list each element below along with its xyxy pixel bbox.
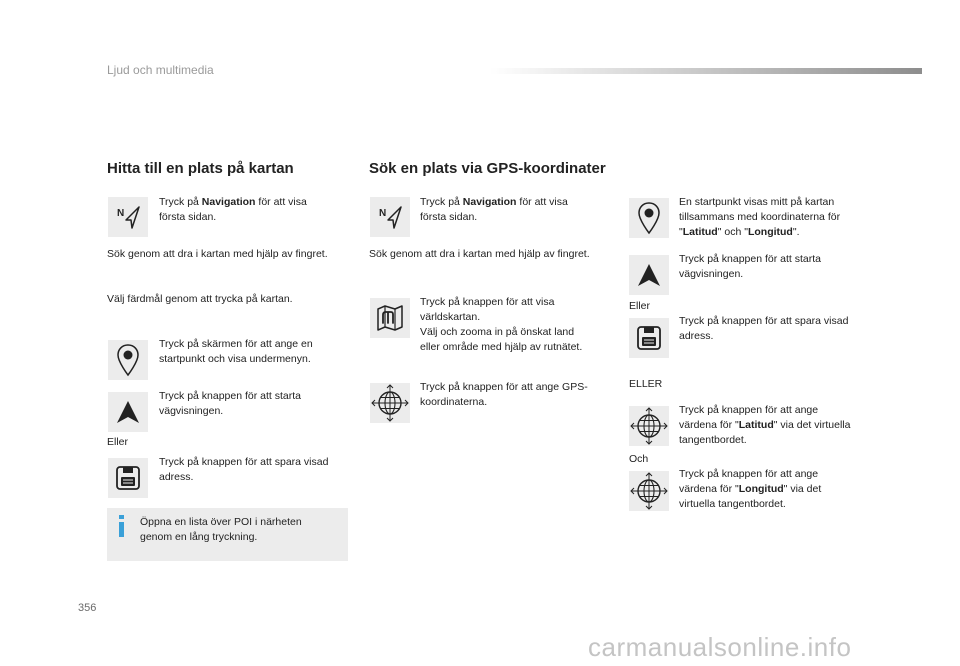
info-icon	[116, 514, 130, 543]
navigation-icon	[370, 197, 410, 237]
save-icon	[108, 458, 148, 498]
left-nav-text: Tryck på Navigation för att visa första sidan.	[159, 196, 307, 223]
right-och-label: Och	[629, 453, 649, 465]
map-pin-icon	[629, 198, 669, 238]
page-number: 356	[78, 602, 97, 614]
right-eller-caps-label: ELLER	[629, 378, 663, 390]
right-longitude-text: Tryck på knappen för att ange värdena för "Longitud" via det virtuella tangentbordet.	[679, 468, 822, 510]
globe-grid-icon	[370, 383, 410, 423]
right-start-text: En startpunkt visas mitt på kartan tillsammans med koordinaterna för "Latitud" och "Longitud".	[679, 196, 841, 238]
right-latitude-text: Tryck på knappen för att ange värdena för "Latitud" via det virtuella tangentbordet.	[679, 404, 851, 446]
longitude-grid-icon	[629, 471, 669, 511]
svg-text:N: N	[379, 208, 387, 219]
left-press-text: Tryck på skärmen för att ange en startpunkt och visa undermenyn.	[159, 338, 313, 365]
header-bar	[490, 68, 922, 74]
right-eller-label: Eller	[629, 300, 651, 312]
info-text: Öppna en lista över POI i närheten genom en lång tryckning.	[140, 516, 302, 543]
left-drag-text: Sök genom att dra i kartan med hjälp av fingret.	[107, 248, 328, 260]
start-navigation-icon	[108, 392, 148, 432]
section-label: Ljud och multimedia	[107, 63, 214, 77]
start-navigation-icon	[629, 255, 669, 295]
navigation-icon	[108, 197, 148, 237]
right-save-text: Tryck på knappen för att spara visad adress.	[679, 315, 849, 342]
watermark: carmanualsonline.info	[588, 632, 852, 662]
map-pin-icon	[108, 340, 148, 380]
right-nav-text: Tryck på knappen för att starta vägvisningen.	[679, 253, 822, 280]
middle-world-text: Tryck på knappen för att visa världskartan. Välj och zooma in på önskat land eller område med hjälp av rutnätet.	[420, 296, 583, 353]
left-select-text: Välj färdmål genom att trycka på kartan.	[107, 293, 293, 305]
latitude-grid-icon	[629, 406, 669, 446]
save-icon	[629, 318, 669, 358]
middle-nav-text: Tryck på Navigation för att visa första sidan.	[420, 196, 568, 223]
left-eller-label: Eller	[107, 436, 129, 448]
left-start-text: Tryck på knappen för att starta vägvisningen.	[159, 390, 302, 417]
left-section-title: Hitta till en plats på kartan	[107, 160, 294, 177]
world-map-icon	[370, 298, 410, 338]
middle-gps-text: Tryck på knappen för att ange GPS- koordinaterna.	[420, 381, 588, 408]
middle-drag-text: Sök genom att dra i kartan med hjälp av fingret.	[369, 248, 590, 260]
left-save-text: Tryck på knappen för att spara visad adress.	[159, 456, 329, 483]
middle-section-title: Sök en plats via GPS-koordinater	[369, 160, 606, 177]
svg-text:N: N	[117, 208, 125, 219]
